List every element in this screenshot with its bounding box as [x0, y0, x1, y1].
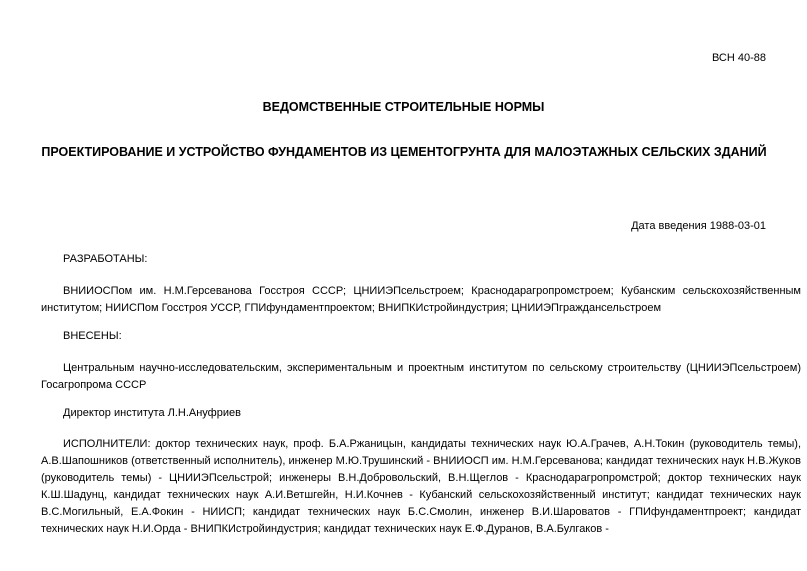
document-title-main: ВЕДОМСТВЕННЫЕ СТРОИТЕЛЬНЫЕ НОРМЫ	[262, 100, 545, 114]
document-title-sub: ПРОЕКТИРОВАНИЕ И УСТРОЙСТВО ФУНДАМЕНТОВ ИЗ ЦЕМЕНТОГРУНТА ДЛЯ МАЛОЭТАЖНЫХ СЕЛЬСКИХ ЗДАНИЙ	[41, 145, 767, 159]
developed-heading: РАЗРАБОТАНЫ:	[63, 253, 148, 265]
developed-text: ВНИИОСПом им. Н.М.Герсеванова Госстроя СССР; ЦНИИЭПсельстроем; Краснодарагропромстроем; Кубанским сельскохозяйственным институтом; НИИСПом Госстроя УССР, ГПИфундаментпроектом; ВНИПКИстройиндустрия; ЦНИИЭПграждансельстроем	[41, 285, 801, 314]
director-line: Директор института Л.Н.Ануфриев	[63, 407, 241, 419]
executors-text: ИСПОЛНИТЕЛИ: доктор технических наук, проф. Б.А.Ржаницын, кандидаты технических наук Ю.А.Грачев, А.Н.Токин (руководитель темы), А.В.Шапошников (ответственный исполнитель), инженер М.Ю.Трушинский - ВНИИОСП им. Н.М.Герсеванова; кандидат технических наук Н.В.Жуков (руководитель темы) - ЦНИИЭПсельстрой; инженеры В.Н.Добровольский, В.Н.Щеглов - Краснодарагропромстрой; доктор технических наук К.Ш.Шадунц, кандидат технических наук А.И.Ветшгейн, Н.И.Кочнев - Кубанский сельскохозяйственный институт; кандидат технических наук В.С.Могильный, Е.А.Фокин - НИИСП; кандидат технических наук Б.С.Смолин, инженер В.И.Шароватов - ГПИфундаментпроект; кандидат технических наук Н.И.Орда - ВНИПКИстройиндустрия; кандидат технических наук Е.Ф.Дуранов, В.А.Булгаков -	[41, 438, 801, 535]
document-code: ВСН 40-88	[711, 52, 766, 64]
submitted-text: Центральным научно-исследовательским, экспериментальным и проектным институтом по сельскому строительству (ЦНИИЭПсельстроем) Госагропрома СССР	[41, 362, 801, 391]
introduction-date: Дата введения 1988-03-01	[631, 220, 766, 232]
submitted-heading: ВНЕСЕНЫ:	[63, 330, 122, 342]
